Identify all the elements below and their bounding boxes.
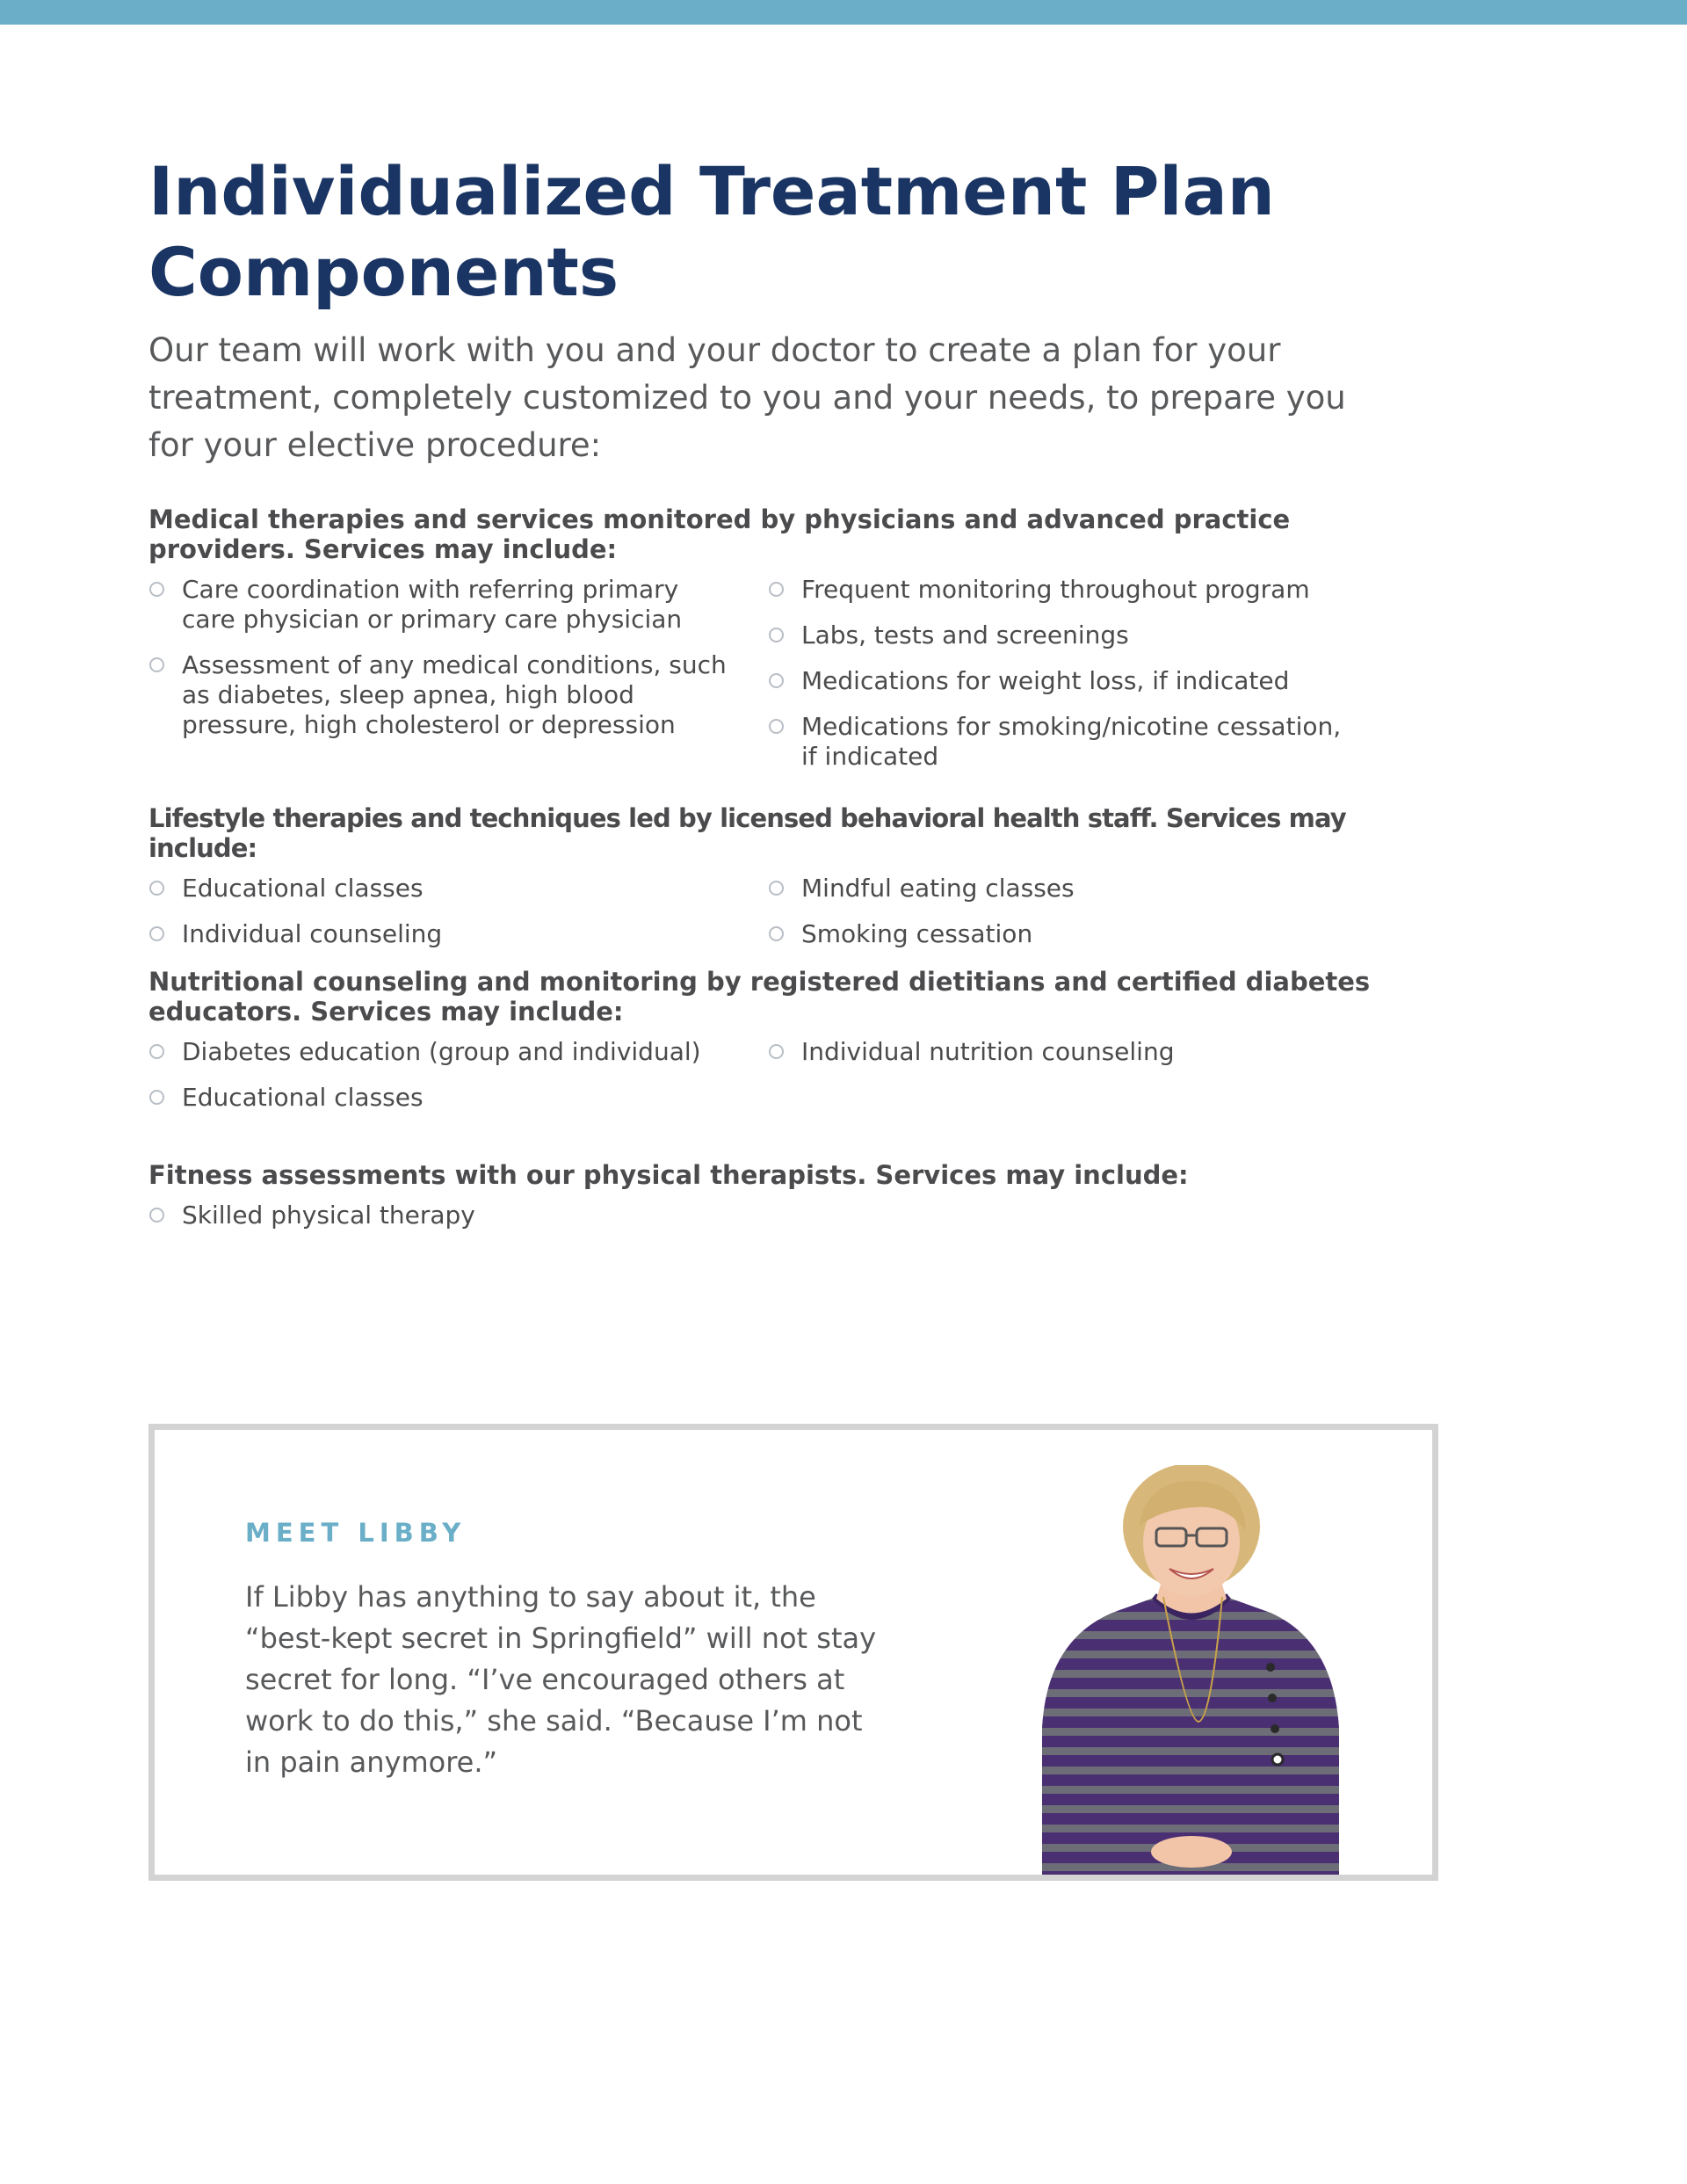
- section-fitness-assessments: [148, 1160, 1396, 1246]
- list-item-text: Mindful eating classes: [801, 874, 1075, 903]
- circle-bullet-icon: [769, 926, 784, 941]
- bullet-column-right: [768, 1037, 1383, 1128]
- section-heading: Nutritional counseling and monitoring by registered dietitians and certified diabetes educators. Services may include:: [148, 967, 1371, 1027]
- list-item: [148, 1037, 768, 1067]
- list-item: [148, 575, 709, 635]
- circle-bullet-icon: [769, 582, 784, 597]
- list-item-text: Assessment of any medical conditions, such as diabetes, sleep apnea, high blood pressure, high cholesterol or depression: [182, 650, 727, 739]
- section-heading: Fitness assessments with our physical therapists. Services may include:: [148, 1160, 1189, 1190]
- list-item-text: Skilled physical therapy: [182, 1201, 475, 1230]
- list-item-text: Individual counseling: [182, 919, 443, 948]
- list-item-text: Medications for weight loss, if indicated: [801, 666, 1290, 695]
- list-item-text: Diabetes education (group and individual): [182, 1037, 701, 1066]
- callout-label: MEET LIBBY: [245, 1518, 467, 1548]
- bullet-grid: [148, 1037, 1396, 1128]
- bullet-grid: [148, 575, 1396, 787]
- list-item: [768, 575, 1383, 605]
- circle-bullet-icon: [149, 881, 164, 896]
- bullet-column-left: [148, 1201, 768, 1246]
- top-accent-bar: [0, 0, 1687, 25]
- list-item: [148, 1201, 768, 1230]
- section-heading: Medical therapies and services monitored by physicians and advanced practice providers. Services may include:: [148, 504, 1291, 564]
- list-item: [768, 712, 1364, 772]
- list-item-text: Smoking cessation: [801, 919, 1033, 948]
- circle-bullet-icon: [769, 881, 784, 896]
- circle-bullet-icon: [149, 1090, 164, 1105]
- bullet-grid: [148, 874, 1449, 965]
- bullet-column-left: [148, 575, 768, 787]
- bullet-column-left: [148, 1037, 768, 1128]
- list-item: [148, 650, 753, 740]
- section-medical-therapies: [148, 504, 1396, 787]
- list-item: [148, 1083, 768, 1113]
- list-item: [768, 874, 1383, 903]
- bullet-column-right: [768, 575, 1383, 787]
- list-item: [148, 919, 768, 949]
- callout-quote: If Libby has anything to say about it, the “best-kept secret in Springfield” will not stay secret for long. “I’ve encouraged others at work to do this,” she said. “Because I’m not in pain anymore.”: [245, 1580, 877, 1779]
- circle-bullet-icon: [149, 1044, 164, 1059]
- circle-bullet-icon: [149, 926, 164, 941]
- circle-bullet-icon: [149, 657, 164, 672]
- list-item: [768, 1037, 1383, 1067]
- bullet-column-left: [148, 874, 768, 965]
- intro-paragraph: Our team will work with you and your doctor to create a plan for your treatment, completely customized to you and your needs, to prepare you for your elective procedure:: [148, 331, 1346, 464]
- list-item-text: Educational classes: [182, 874, 424, 903]
- meet-libby-callout: [148, 1424, 1438, 1881]
- circle-bullet-icon: [149, 1208, 164, 1223]
- list-item-text: Frequent monitoring throughout program: [801, 575, 1310, 604]
- list-item-text: Care coordination with referring primary care physician or primary care physician: [182, 575, 683, 634]
- bullet-column-right: [768, 874, 1383, 965]
- list-item-text: Labs, tests and screenings: [801, 620, 1129, 649]
- list-item-text: Medications for smoking/nicotine cessation, if indicated: [801, 712, 1342, 771]
- list-item-text: Educational classes: [182, 1083, 424, 1112]
- section-nutritional-counseling: [148, 967, 1396, 1128]
- page-title: Individualized Treatment Plan Components: [148, 152, 1275, 311]
- section-lifestyle-therapies: [148, 803, 1449, 965]
- list-item: [768, 620, 1383, 650]
- list-item-text: Individual nutrition counseling: [801, 1037, 1175, 1066]
- list-item: [768, 919, 1383, 949]
- circle-bullet-icon: [769, 719, 784, 734]
- circle-bullet-icon: [769, 673, 784, 688]
- portrait-photo: [1007, 1465, 1376, 1875]
- section-heading: Lifestyle therapies and techniques led by licensed behavioral health staff. Services may include:: [148, 803, 1346, 863]
- circle-bullet-icon: [769, 628, 784, 642]
- circle-bullet-icon: [149, 582, 164, 597]
- list-item: [148, 874, 768, 903]
- circle-bullet-icon: [769, 1044, 784, 1059]
- bullet-grid: [148, 1201, 1396, 1246]
- list-item: [768, 666, 1383, 696]
